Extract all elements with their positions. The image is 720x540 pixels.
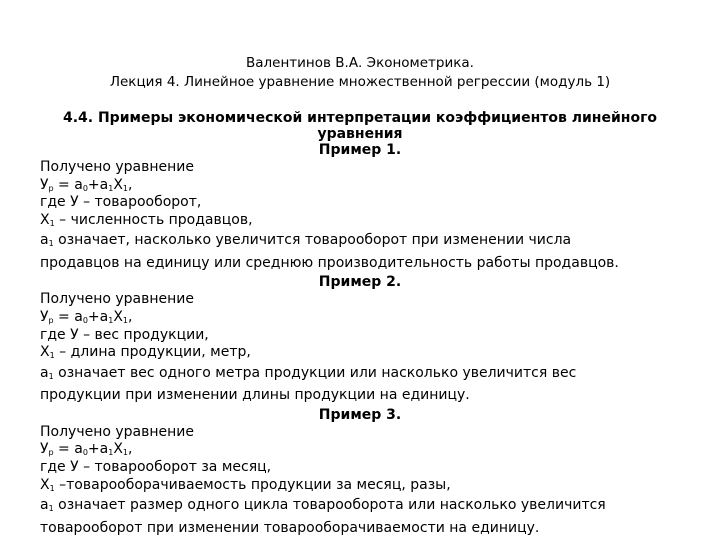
example-title: Пример 2. <box>318 274 402 291</box>
x-desc: – численность продавцов, <box>54 211 253 228</box>
a-definition-line-2: товарооборот при изменении товарооборачиваемости на единицу. <box>40 519 540 536</box>
where-y: где У – вес продукции, <box>40 326 209 343</box>
eq-x: Х <box>113 441 123 458</box>
eq-a1-sub: 1 <box>108 448 114 458</box>
where-y: где У – товарооборот за месяц, <box>40 458 272 475</box>
a-definition-line-2: продавцов на единицу или среднюю производительность работы продавцов. <box>40 254 619 271</box>
header-lecture: Лекция 4. Линейное уравнение множественной регрессии (модуль 1) <box>109 74 611 90</box>
equation-intro: Получено уравнение <box>40 291 195 308</box>
eq-a0-sub: 0 <box>82 183 88 193</box>
example-title: Пример 1. <box>318 142 402 158</box>
a-name: a <box>40 364 49 381</box>
a-desc-1: означает вес одного метра продукции или насколько увеличится вес <box>53 364 577 381</box>
eq-x: Х <box>113 176 123 193</box>
example-block <box>40 274 680 406</box>
x-name: Х <box>40 344 50 361</box>
eq-end: , <box>128 176 133 193</box>
eq-y-sub: р <box>48 183 54 193</box>
eq-y-sub: р <box>48 315 54 325</box>
example-title: Пример 3. <box>318 406 402 423</box>
a-sub: 1 <box>48 371 54 381</box>
eq-plus: +a <box>87 441 109 458</box>
a-sub: 1 <box>48 239 54 249</box>
eq-y: У <box>40 441 49 458</box>
eq-plus: +a <box>87 176 109 193</box>
section-title: 4.4. Примеры экономической интерпретации коэффициентов линейного уравнения <box>62 110 658 142</box>
a-definition-line-1 <box>40 363 680 385</box>
equation-intro: Получено уравнение <box>40 423 195 440</box>
eq-mid: = a <box>53 176 83 193</box>
a-desc-1: означает размер одного цикла товарооборота или насколько увеличится <box>53 497 606 514</box>
x-sub: 1 <box>49 483 55 493</box>
a-sub: 1 <box>48 504 54 514</box>
header-author-title: Валентинов В.А. Эконометрика. <box>246 55 474 71</box>
where-y: где У – товарооборот, <box>40 194 202 211</box>
eq-y: У <box>40 176 49 193</box>
x-desc: – длина продукции, метр, <box>54 344 251 361</box>
example-block <box>40 407 680 539</box>
equation <box>40 309 680 327</box>
x-desc: –товарооборачиваемость продукции за месяц, разы, <box>54 476 451 493</box>
eq-end: , <box>128 441 133 458</box>
eq-end: , <box>128 308 133 325</box>
a-name: a <box>40 497 49 514</box>
x-name: Х <box>40 211 50 228</box>
eq-a1-sub: 1 <box>108 315 114 325</box>
x-sub: 1 <box>49 351 55 361</box>
a-desc-1: означает, насколько увеличится товарооборот при изменении числа <box>53 232 572 249</box>
x-sub: 1 <box>49 218 55 228</box>
examples-container <box>40 142 680 539</box>
equation <box>40 441 680 459</box>
eq-x: Х <box>113 308 123 325</box>
a-definition-line-1 <box>40 495 680 517</box>
eq-a0-sub: 0 <box>82 315 88 325</box>
slide-content <box>40 110 680 539</box>
x-definition <box>40 344 680 362</box>
eq-y-sub: р <box>48 448 54 458</box>
eq-x-sub: 1 <box>122 315 129 325</box>
eq-plus: +a <box>87 308 109 325</box>
eq-mid: = a <box>53 308 83 325</box>
a-name: a <box>40 232 49 249</box>
eq-x-sub: 1 <box>122 183 129 193</box>
eq-a0-sub: 0 <box>82 448 88 458</box>
x-definition <box>40 212 680 230</box>
equation <box>40 177 680 195</box>
a-definition-line-2: продукции при изменении длины продукции на единицу. <box>40 387 470 404</box>
example-block <box>40 142 680 274</box>
a-definition-line-1 <box>40 230 680 252</box>
eq-y: У <box>40 308 49 325</box>
x-name: Х <box>40 476 50 493</box>
eq-x-sub: 1 <box>122 448 129 458</box>
equation-intro: Получено уравнение <box>40 159 195 175</box>
eq-mid: = a <box>53 441 83 458</box>
eq-a1-sub: 1 <box>108 183 114 193</box>
x-definition <box>40 477 680 495</box>
